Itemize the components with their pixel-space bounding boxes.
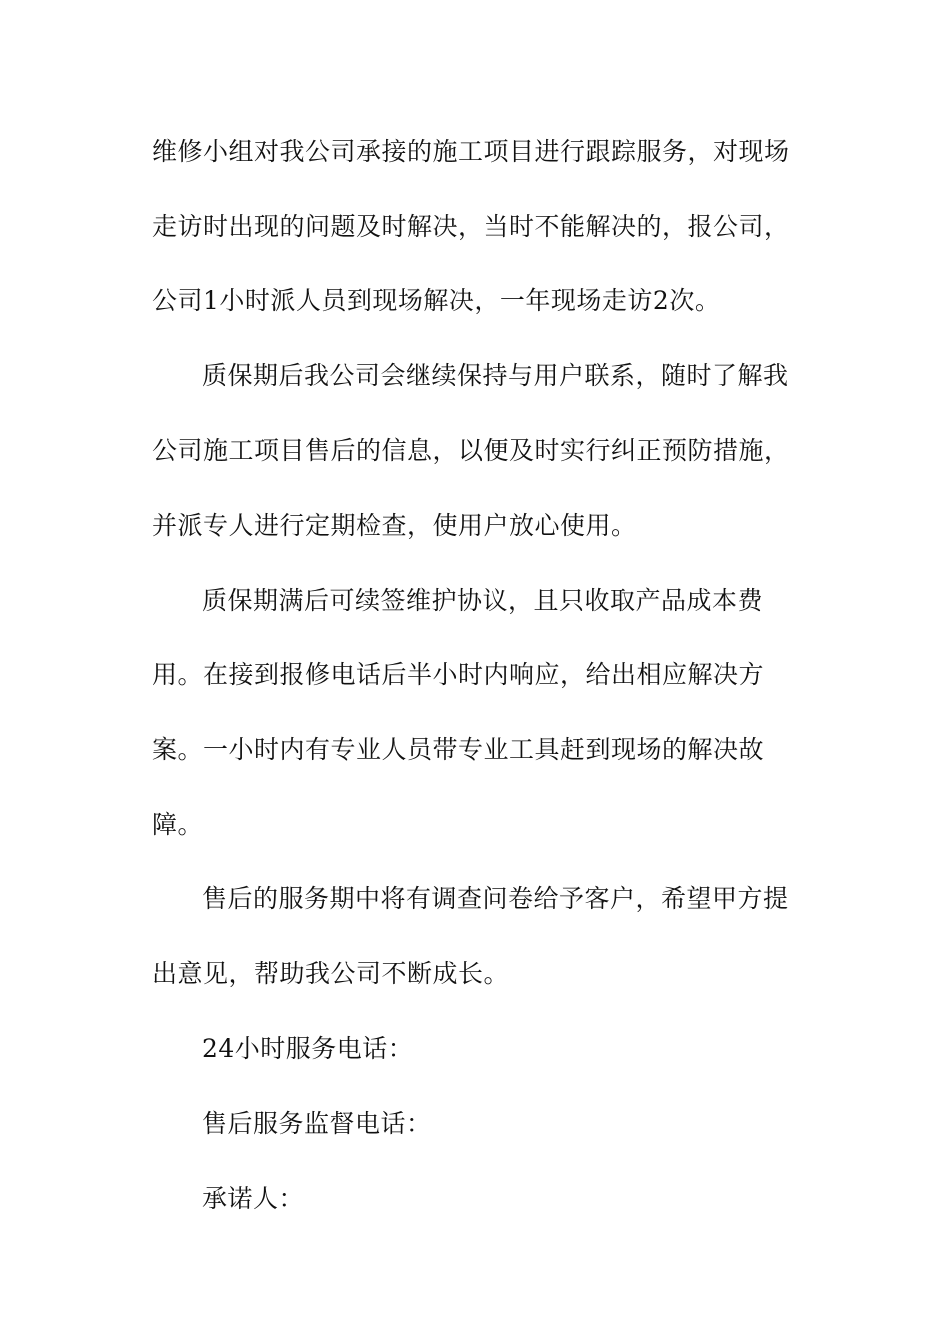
text-line-9: 案。一小时内有专业人员带专业工具赶到现场的解决故: [152, 735, 765, 764]
text-line-8: 用。在接到报修电话后半小时内响应，给出相应解决方: [152, 660, 765, 689]
supervision-phone-label: 售后服务监督电话：: [202, 1109, 432, 1138]
text-line-6: 并派专人进行定期检查，使用户放心使用。: [152, 511, 637, 540]
text-line-4: 质保期后我公司会继续保持与用户联系，随时了解我: [202, 361, 789, 390]
text-line-3: 公司1小时派人员到现场解决，一年现场走访2次。: [152, 286, 721, 315]
text-line-7: 质保期满后可续签维护协议，且只收取产品成本费: [202, 586, 764, 615]
promisor-label: 承诺人：: [202, 1184, 305, 1213]
text-line-10: 障。: [152, 810, 204, 839]
text-line-2: 走访时出现的问题及时解决，当时不能解决的，报公司，: [152, 212, 790, 241]
text-line-11: 售后的服务期中将有调查问卷给予客户，希望甲方提: [202, 884, 789, 913]
service-phone-label: 24小时服务电话：: [202, 1034, 414, 1063]
text-line-12: 出意见，帮助我公司不断成长。: [152, 959, 510, 988]
text-line-1: 维修小组对我公司承接的施工项目进行跟踪服务，对现场: [152, 137, 790, 166]
text-line-5: 公司施工项目售后的信息，以便及时实行纠正预防措施，: [152, 436, 790, 465]
